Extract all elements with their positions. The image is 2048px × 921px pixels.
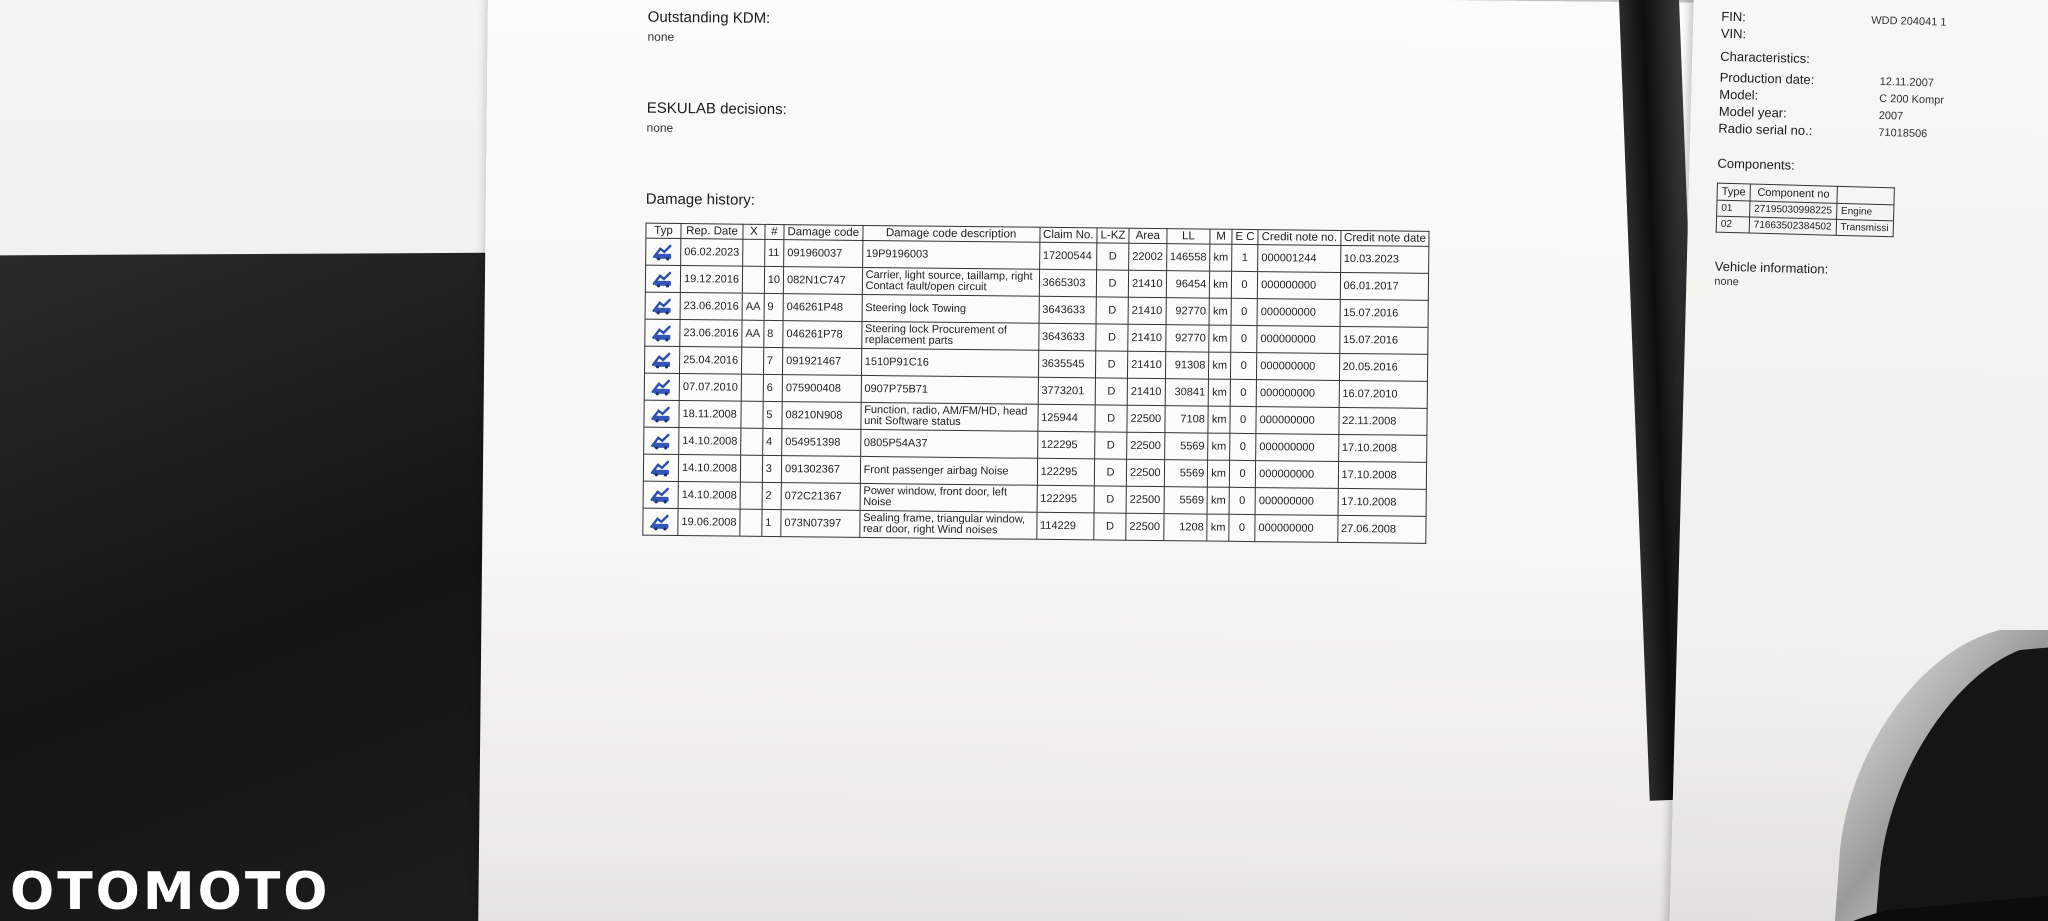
table-cell: 17.10.2008	[1338, 488, 1427, 516]
table-cell: 0	[1231, 298, 1257, 325]
document-content	[645, 4, 1628, 537]
components-label: Components:	[1717, 155, 1795, 173]
table-cell	[741, 401, 763, 428]
table-cell: 122295	[1037, 431, 1095, 459]
table-cell: 3	[762, 455, 782, 482]
table-cell: 19P9196003	[862, 240, 1039, 269]
table-cell: km	[1209, 379, 1231, 406]
dark-surface	[0, 253, 514, 921]
table-cell: 15.07.2016	[1339, 326, 1428, 354]
table-cell: 16.07.2010	[1339, 380, 1428, 408]
radio-serial-value: 71018506	[1878, 126, 1928, 141]
table-cell	[742, 347, 764, 374]
table-cell: 8	[764, 320, 784, 347]
column-header: Credit note no.	[1258, 230, 1341, 246]
table-cell: D	[1096, 351, 1128, 378]
components-cell: Transmissi	[1836, 219, 1893, 236]
table-cell: 072C21367	[781, 483, 860, 511]
model-label: Model:	[1719, 86, 1759, 103]
table-cell: km	[1207, 514, 1229, 541]
table-cell: km	[1209, 298, 1231, 325]
table-cell: 92770	[1165, 325, 1209, 352]
outstanding-kdm-section	[647, 9, 770, 45]
table-cell: 122295	[1037, 458, 1095, 486]
column-header: LL	[1166, 229, 1210, 244]
repair-type-icon	[644, 400, 679, 427]
components-cell: Engine	[1836, 203, 1893, 220]
table-cell: Function, radio, AM/FM/HD, head unit Software status	[861, 402, 1038, 431]
table-cell: 25.04.2016	[679, 347, 741, 375]
outstanding-kdm-label: Outstanding KDM:	[647, 8, 771, 27]
table-cell: 0	[1230, 352, 1256, 379]
table-cell: 22.11.2008	[1339, 407, 1428, 435]
table-cell: 000001244	[1258, 245, 1341, 273]
table-cell: 091302367	[781, 456, 860, 484]
table-cell: km	[1208, 460, 1230, 487]
table-cell: 3665303	[1039, 269, 1097, 297]
table-cell: D	[1097, 243, 1129, 270]
production-date-value: 12.11.2007	[1879, 75, 1935, 90]
column-header: #	[765, 224, 784, 239]
table-cell: 22500	[1126, 486, 1164, 513]
table-cell: 000000000	[1256, 380, 1339, 408]
table-cell: 000000000	[1256, 434, 1339, 462]
table-cell: 000000000	[1257, 272, 1340, 300]
table-cell: km	[1208, 406, 1230, 433]
components-table	[1716, 183, 1895, 238]
repair-type-icon	[645, 319, 680, 346]
table-cell: 7	[763, 347, 783, 374]
table-cell: 18.11.2008	[679, 401, 741, 429]
table-cell: km	[1209, 352, 1231, 379]
table-cell: 19.12.2016	[680, 266, 742, 294]
repair-type-icon	[646, 238, 681, 265]
outstanding-kdm-value: none	[647, 29, 675, 44]
table-cell: D	[1095, 378, 1127, 405]
table-cell: 27.06.2008	[1337, 515, 1426, 543]
table-cell: D	[1096, 270, 1128, 297]
table-cell: 2	[762, 482, 782, 509]
components-column-header: Type	[1717, 183, 1750, 201]
table-cell: 146558	[1166, 244, 1210, 271]
table-cell: 122295	[1037, 485, 1095, 513]
table-cell: 14.10.2008	[678, 455, 740, 483]
table-cell: D	[1094, 459, 1126, 486]
table-cell: 9	[764, 293, 784, 320]
table-cell: 21410	[1128, 324, 1166, 351]
table-cell: Power window, front door, left Noise	[860, 483, 1037, 512]
damage-history-table	[642, 223, 1430, 544]
repair-type-icon	[644, 373, 679, 400]
column-header: Credit note date	[1340, 230, 1429, 246]
table-cell: 5569	[1164, 487, 1208, 514]
table-cell: 0	[1229, 487, 1255, 514]
table-cell: Steering lock Towing	[862, 294, 1039, 323]
eskulab-label: ESKULAB decisions:	[646, 99, 787, 119]
table-cell: 22500	[1126, 459, 1164, 486]
components-row	[1716, 216, 1893, 237]
table-cell: 7108	[1165, 406, 1209, 433]
table-cell: km	[1210, 244, 1232, 271]
table-cell: 114229	[1036, 512, 1094, 540]
table-cell: 000000000	[1256, 407, 1339, 435]
column-header: Damage code	[784, 225, 863, 241]
table-cell: 1208	[1163, 514, 1207, 541]
components-body	[1716, 200, 1893, 237]
table-cell: 4	[762, 428, 782, 455]
table-cell: 0	[1230, 406, 1256, 433]
table-cell: 10	[764, 266, 784, 293]
table-cell	[740, 509, 762, 536]
table-cell: 3635545	[1038, 350, 1096, 378]
table-cell: 000000000	[1257, 326, 1340, 354]
table-cell: 20.05.2016	[1339, 353, 1428, 381]
table-cell: 075900408	[782, 375, 861, 403]
model-year-label: Model year:	[1718, 103, 1787, 121]
column-header: Damage code description	[863, 225, 1040, 242]
column-header: E C	[1232, 229, 1258, 244]
vehicle-info-value: none	[1714, 275, 1740, 289]
table-cell: 23.06.2016	[680, 293, 742, 321]
table-cell: 21410	[1128, 297, 1166, 324]
damage-history-label: Damage history:	[645, 190, 756, 209]
eskulab-value: none	[646, 120, 674, 135]
table-cell: 000000000	[1257, 299, 1340, 327]
table-cell: 22002	[1129, 243, 1167, 270]
column-header: Claim No.	[1039, 227, 1097, 243]
table-cell: km	[1210, 271, 1232, 298]
table-cell: 5569	[1164, 433, 1208, 460]
table-cell: Carrier, light source, taillamp, right Contact fault/open circuit	[862, 267, 1039, 296]
table-cell: 23.06.2016	[680, 320, 742, 348]
table-cell	[742, 266, 764, 293]
table-cell	[740, 455, 762, 482]
table-cell: 17200544	[1039, 242, 1097, 270]
components-cell: 71663502384502	[1749, 217, 1836, 235]
table-cell: 19.06.2008	[678, 509, 740, 537]
table-cell: 91308	[1165, 352, 1209, 379]
table-cell	[743, 239, 765, 266]
table-cell: 091960037	[784, 240, 863, 268]
table-body	[643, 238, 1430, 543]
table-cell: 22500	[1127, 405, 1165, 432]
column-header: L-KZ	[1097, 228, 1129, 243]
components-column-header	[1837, 186, 1894, 204]
table-cell: km	[1207, 487, 1229, 514]
vehicle-sheet-content	[1714, 9, 2048, 302]
table-cell: 06.02.2023	[681, 239, 743, 267]
table-cell: 3773201	[1038, 377, 1096, 405]
table-cell: 1510P91C16	[861, 348, 1038, 377]
table-cell: Front passenger airbag Noise	[860, 456, 1037, 485]
table-cell: 000000000	[1256, 461, 1339, 489]
table-cell: km	[1208, 433, 1230, 460]
characteristics-label: Characteristics:	[1720, 48, 1811, 67]
document-sheet	[478, 0, 1708, 921]
table-cell: 30841	[1165, 379, 1209, 406]
table-cell: km	[1209, 325, 1231, 352]
table-cell: AA	[742, 320, 764, 347]
table-cell: 0805P54A37	[860, 429, 1037, 458]
column-header: Area	[1129, 228, 1167, 243]
table-cell: 11	[764, 239, 784, 266]
table-cell: D	[1095, 405, 1127, 432]
table-cell: 0907P75B71	[861, 375, 1038, 404]
table-cell: 92770	[1166, 298, 1210, 325]
column-header: Rep. Date	[681, 224, 743, 240]
table-cell: 17.10.2008	[1338, 434, 1427, 462]
otomoto-watermark: OTOMOTO	[10, 862, 331, 921]
table-cell: 1	[762, 509, 782, 536]
table-cell: 96454	[1166, 271, 1210, 298]
table-cell: 0	[1229, 460, 1255, 487]
table-cell: D	[1096, 324, 1128, 351]
table-cell	[741, 428, 763, 455]
table-cell: 3643633	[1038, 323, 1096, 351]
table-cell: 15.07.2016	[1340, 299, 1429, 327]
repair-type-icon	[643, 508, 678, 535]
table-cell	[741, 374, 763, 401]
table-cell: 14.10.2008	[678, 482, 740, 510]
table-cell: 091921467	[782, 348, 861, 376]
model-year-value: 2007	[1878, 109, 1904, 123]
car-key-fob	[1770, 630, 2048, 921]
table-cell: 000000000	[1255, 488, 1338, 516]
table-cell: 22500	[1126, 513, 1164, 540]
table-cell: 046261P78	[783, 321, 862, 349]
table-cell: D	[1094, 513, 1126, 540]
table-cell: 0	[1230, 379, 1256, 406]
repair-type-icon	[644, 346, 679, 373]
repair-type-icon	[644, 427, 679, 454]
table-cell: 0	[1231, 325, 1257, 352]
components-cell: 01	[1717, 200, 1750, 217]
components-column-header: Component no	[1750, 184, 1837, 203]
damage-history-table-wrap	[642, 223, 1430, 544]
table-cell: 1	[1232, 244, 1258, 271]
components-row	[1717, 156, 2048, 182]
repair-type-icon	[643, 481, 678, 508]
table-cell: 073N07397	[781, 510, 860, 538]
table-cell: 6	[763, 374, 783, 401]
eskulab-section	[646, 100, 786, 136]
components-cell: 27195030998225	[1749, 201, 1836, 219]
table-cell: 3643633	[1039, 296, 1097, 324]
damage-history-section	[646, 191, 755, 209]
table-cell: 17.10.2008	[1338, 461, 1427, 489]
table-cell: 07.07.2010	[679, 374, 741, 402]
table-cell: 21410	[1128, 270, 1166, 297]
vehicle-info-label: Vehicle information:	[1714, 258, 1829, 277]
components-cell: 02	[1716, 216, 1749, 233]
column-header: X	[743, 224, 765, 239]
vin-label: VIN:	[1720, 25, 1747, 42]
repair-type-icon	[643, 454, 678, 481]
fin-label: FIN:	[1721, 8, 1747, 25]
table-cell: 14.10.2008	[679, 428, 741, 456]
model-value: C 200 Kompr	[1879, 92, 1945, 107]
table-cell: Sealing frame, triangular window, rear door, right Wind noises	[859, 510, 1036, 539]
table-cell: AA	[742, 293, 764, 320]
column-header: Typ	[646, 223, 681, 238]
table-cell: 22500	[1127, 432, 1165, 459]
table-cell: 06.01.2017	[1340, 272, 1429, 300]
table-cell: 125944	[1038, 404, 1096, 432]
table-cell: 0	[1231, 271, 1257, 298]
table-cell: 054951398	[782, 429, 861, 457]
table-cell: 000000000	[1257, 353, 1340, 381]
fin-value: WDD 204041 1	[1871, 14, 1947, 29]
table-cell: D	[1095, 432, 1127, 459]
table-cell: 0	[1230, 433, 1256, 460]
table-cell: 000000000	[1255, 515, 1338, 543]
repair-type-icon	[645, 265, 680, 292]
production-date-label: Production date:	[1719, 69, 1815, 88]
table-cell: 5569	[1164, 460, 1208, 487]
table-cell: 10.03.2023	[1340, 245, 1429, 273]
table-cell: D	[1094, 486, 1126, 513]
table-cell: 0	[1229, 514, 1255, 541]
table-cell: 21410	[1127, 351, 1165, 378]
column-header: M	[1210, 229, 1232, 244]
table-cell	[740, 482, 762, 509]
table-cell: Steering lock Procurement of replacement parts	[861, 321, 1038, 350]
table-cell: 046261P48	[783, 294, 862, 322]
table-cell: 082N1C747	[783, 267, 862, 295]
repair-type-icon	[645, 292, 680, 319]
table-cell: D	[1096, 297, 1128, 324]
table-cell: 21410	[1127, 378, 1165, 405]
table-cell: 5	[763, 401, 783, 428]
table-cell: 08210N908	[782, 402, 861, 430]
radio-serial-label: Radio serial no.:	[1718, 120, 1813, 139]
